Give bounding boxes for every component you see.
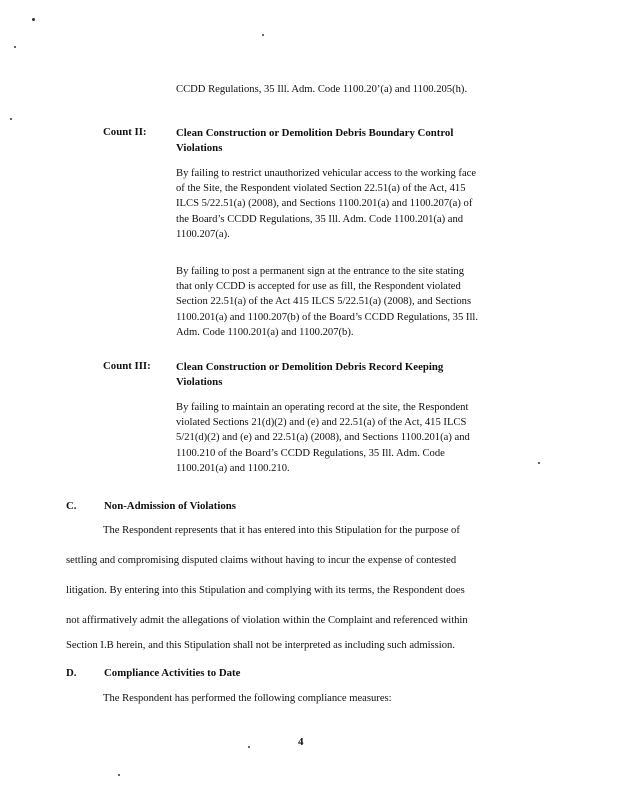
section-c-line: Section I.B herein, and this Stipulation shall not be interpreted as including such admission. [66, 640, 455, 651]
count-ii-label: Count II: [103, 126, 147, 138]
count-iii-title: Clean Construction or Demolition Debris Record Keeping Violations [176, 361, 444, 389]
section-c-line: litigation. By entering into this Stipulation and complying with its terms, the Respondent does [66, 585, 465, 596]
continued-paragraph: CCDD Regulations, 35 Ill. Adm. Code 1100.20’(a) and 1100.205(h). [176, 84, 468, 95]
section-d-letter: D. [66, 667, 77, 679]
page-number: 4 [298, 736, 304, 748]
section-c-line: not affirmatively admit the allegations of violation within the Complaint and referenced within [66, 615, 468, 626]
count-iii-label: Count III: [103, 360, 151, 372]
count-ii-paragraph-1: By failing to restrict unauthorized vehicular access to the working face of the Site, the Respondent violated Section 22.51(a) of the Act, 415 ILCS 5/22.51(a) (2008), and Sections 1100.201(a) and 1100.207(a) of the Board’s CCDD Regulations, 35 Ill. Adm. Code 1100.201(a) and 1100.207(a). [176, 168, 477, 240]
section-c-letter: C. [66, 500, 77, 512]
section-c-line: settling and compromising disputed claims without having to incur the expense of contested [66, 555, 457, 566]
section-d-line: The Respondent has performed the following compliance measures: [103, 693, 392, 704]
section-c-line: The Respondent represents that it has entered into this Stipulation for the purpose of [103, 525, 460, 536]
count-iii-paragraph: By failing to maintain an operating record at the site, the Respondent violated Sections 21(d)(2) and (e) and 22.51(a) of the Act, 415 ILCS 5/21(d)(2) and (e) and 22.51(a) (2008), and Sections 1100.201(a) and 1100.210 of the Board’s CCDD Regulations, 35 Ill. Adm. Code 1100.201(a) and 1100.210. [176, 402, 470, 474]
count-ii-title: Clean Construction or Demolition Debris Boundary Control Violations [176, 127, 454, 155]
section-d-title: Compliance Activities to Date [104, 667, 241, 679]
scan-speck [262, 34, 264, 36]
section-c-title: Non-Admission of Violations [104, 500, 236, 512]
scan-speck [32, 18, 35, 21]
count-ii-paragraph-2: By failing to post a permanent sign at the entrance to the site stating that only CCDD is accepted for use as fill, the Respondent violated Section 22.51(a) of the Act 415 ILCS 5/22.51(a) (2008), and Sections 1100.201(a) and 1100.207(b) of the Board’s CCDD Regulations, 35 Ill. Adm. Code 1100.201(a) and 1100.207(b). [176, 266, 478, 338]
scan-speck [10, 118, 12, 120]
scan-speck [118, 774, 120, 776]
scan-speck [248, 746, 250, 748]
scan-speck [14, 46, 16, 48]
scan-speck [538, 462, 540, 464]
